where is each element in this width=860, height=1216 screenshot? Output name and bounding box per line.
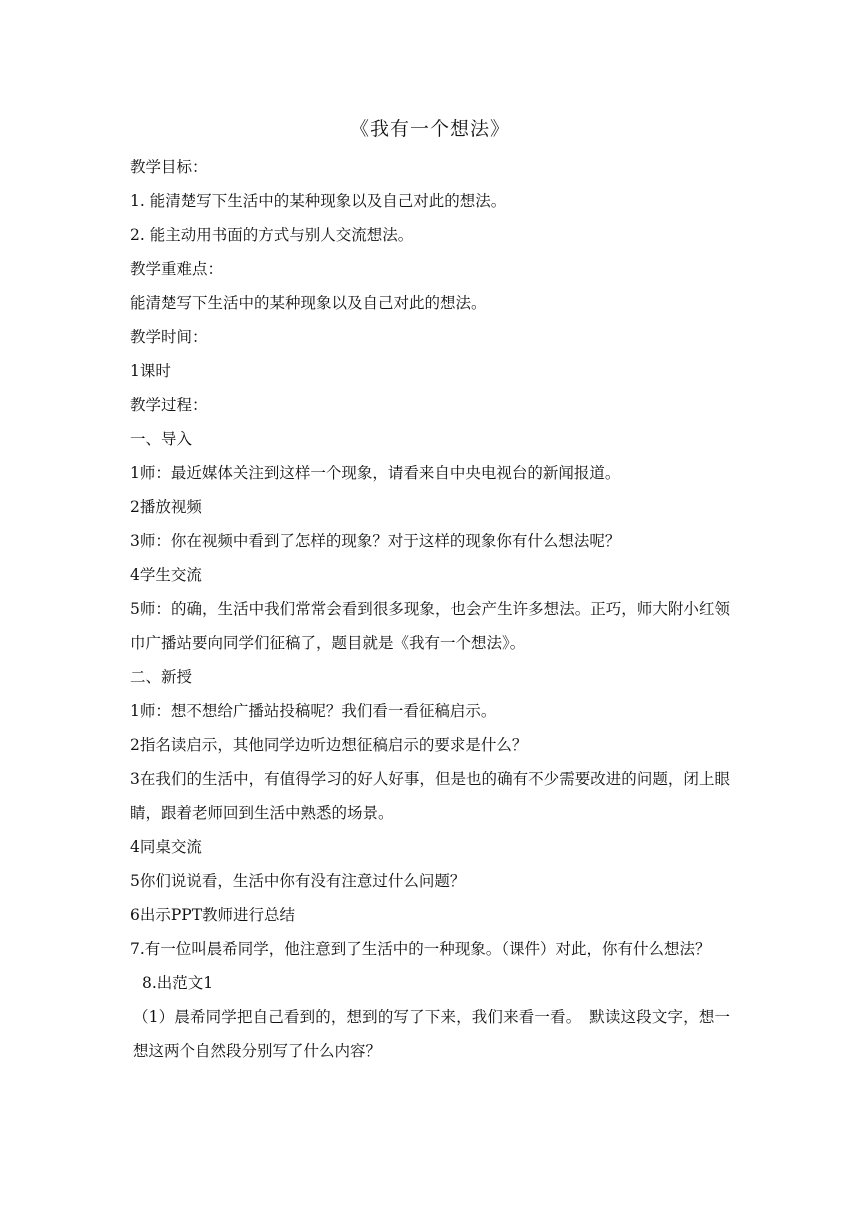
section-heading-objectives: 教学目标： (130, 158, 208, 176)
lesson-step-4: 4同桌交流 (130, 838, 202, 856)
objective-1: 1. 能清楚写下生活中的某种现象以及自己对此的想法。 (130, 192, 507, 210)
objective-2: 2. 能主动用书面的方式与别人交流想法。 (130, 226, 414, 244)
lesson-step-2: 2指名读启示，其他同学边听边想征稿启示的要求是什么？ (130, 736, 528, 754)
intro-step-1: 1师：最近媒体关注到这样一个现象，请看来自中央电视台的新闻报道。 (130, 464, 621, 482)
lesson-step-8: 8.出范文1 (142, 974, 214, 992)
intro-step-5: 5师：的确，生活中我们常常会看到很多现象，也会产生许多想法。正巧，师大附小红领巾广播站要向同学们征稿了，题目就是《我有一个想法》。 (130, 600, 730, 652)
key-point-text: 能清楚写下生活中的某种现象以及自己对此的想法。 (130, 294, 487, 312)
document-title: 《我有一个想法》 (349, 118, 510, 140)
section-heading-key-points: 教学重难点： (130, 260, 224, 278)
part-heading-intro: 一、导入 (130, 430, 193, 448)
part-heading-new-lesson: 二、新授 (130, 668, 193, 686)
lesson-step-3: 3在我们的生活中，有值得学习的好人好事，但是也的确有不少需要改进的问题，闭上眼睛，跟着老师回到生活中熟悉的场景。 (130, 770, 730, 822)
intro-step-2: 2播放视频 (130, 498, 202, 516)
lesson-step-8-sub-1: （1）晨希同学把自己看到的，想到的写了下来，我们来看一看。 默读这段文字，想一想这两个自然段分别写了什么内容？ (133, 1008, 730, 1060)
section-heading-process: 教学过程： (130, 396, 208, 414)
lesson-step-1: 1师：想不想给广播站投稿呢？我们看一看征稿启示。 (130, 702, 497, 720)
section-heading-time: 教学时间： (130, 328, 208, 346)
time-text: 1课时 (130, 362, 171, 380)
lesson-step-5: 5你们说说看，生活中你有没有注意过什么问题？ (130, 872, 466, 890)
intro-step-3: 3师：你在视频中看到了怎样的现象？对于这样的现象你有什么想法呢？ (130, 532, 621, 550)
lesson-step-6: 6出示PPT教师进行总结 (130, 906, 296, 924)
intro-step-4: 4学生交流 (130, 566, 202, 584)
document-body (130, 150, 730, 1068)
lesson-step-7: 7.有一位叫晨希同学，他注意到了生活中的一种现象。（课件）对此，你有什么想法？ (130, 940, 711, 958)
